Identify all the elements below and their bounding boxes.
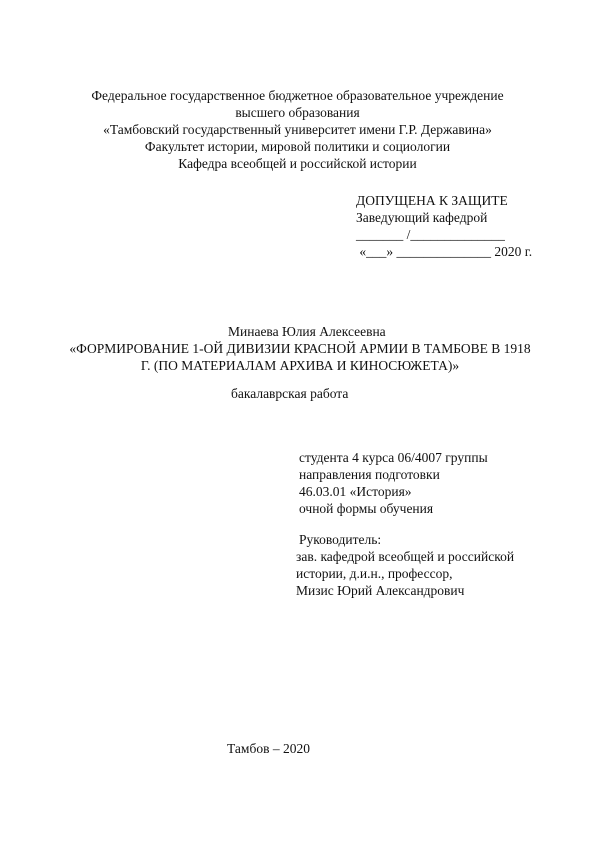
supervisor-position: зав. кафедрой всеобщей и российской (296, 549, 515, 564)
institution-header (0, 87, 595, 172)
student-course-group: студента 4 курса 06/4007 группы (299, 450, 488, 465)
student-info (299, 449, 488, 517)
approval-signature-line: _______ /______________ (356, 227, 505, 242)
thesis-title-line-1: «ФОРМИРОВАНИЕ 1-ОЙ ДИВИЗИИ КРАСНОЙ АРМИИ В ТАМБОВЕ В 1918 (69, 341, 531, 356)
student-study-form: очной формы обучения (299, 501, 434, 516)
approval-heading: ДОПУЩЕНА К ЗАЩИТЕ (356, 193, 508, 208)
supervisor-info (296, 531, 514, 599)
student-direction-code: 46.03.01 «История» (299, 484, 412, 499)
thesis-title-line-2: Г. (ПО МАТЕРИАЛАМ АРХИВА И КИНОСЮЖЕТА)» (140, 358, 460, 373)
approval-date-line: «___» ______________ 2020 г. (356, 244, 533, 259)
supervisor-degree: истории, д.и.н., профессор, (296, 566, 453, 581)
department-name: Кафедра всеобщей и российской истории (178, 156, 417, 171)
work-type: бакалаврская работа (231, 386, 349, 401)
supervisor-name: Мизис Юрий Александрович (296, 583, 465, 598)
thesis-title (60, 340, 540, 374)
city-year: Тамбов – 2020 (227, 741, 310, 756)
approval-block (356, 192, 532, 260)
institution-line-1: Федеральное государственное бюджетное образовательное учреждение (91, 88, 504, 103)
institution-line-2: высшего образования (235, 105, 360, 120)
faculty-name: Факультет истории, мировой политики и социологии (144, 139, 451, 154)
university-name: «Тамбовский государственный университет имени Г.Р. Державина» (103, 122, 492, 137)
supervisor-label: Руководитель: (299, 532, 382, 547)
approval-head-of-department: Заведующий кафедрой (356, 210, 488, 225)
author-name: Минаева Юлия Алексеевна (228, 324, 386, 339)
student-direction-label: направления подготовки (299, 467, 440, 482)
